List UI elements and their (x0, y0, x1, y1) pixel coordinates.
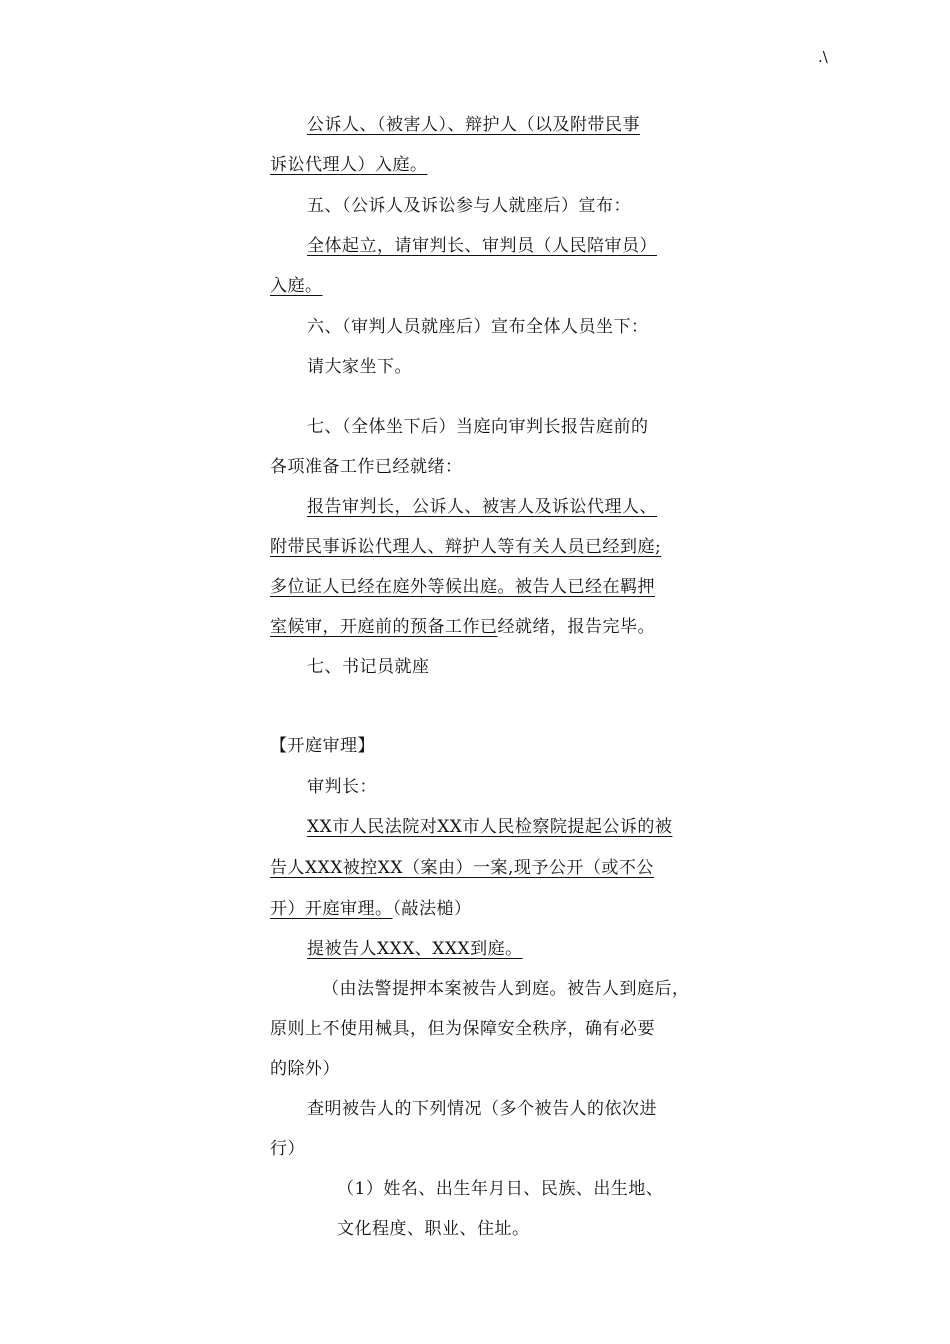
text-line (270, 456, 463, 478)
text-line (270, 275, 323, 297)
text-line (270, 898, 472, 920)
text-line (307, 235, 657, 257)
plain-text: 请大家坐下。 (307, 357, 412, 377)
underlined-text: 开）开庭审理。 (270, 899, 393, 919)
plain-text: （敲法槌） (392, 899, 472, 919)
text-line (307, 776, 377, 798)
plain-text: 文化程度、职业、住址。 (337, 1219, 530, 1239)
text-line (270, 616, 655, 638)
plain-text: 【开庭审理】 (270, 736, 375, 756)
underlined-text: 入庭。 (270, 276, 323, 296)
text-line (307, 816, 672, 838)
underlined-text: 诉讼代理人）入庭。 (270, 155, 428, 175)
plain-text: （由法警提押本案被告人到庭。被告人到庭后， (322, 979, 690, 999)
underlined-text: 附带民事诉讼代理人、辩护人等有关人员已经到庭; (270, 537, 662, 557)
text-line (307, 656, 430, 678)
plain-text: 经就绪，报告完毕。 (497, 617, 655, 637)
plain-text: 行） (270, 1139, 305, 1159)
plain-text: 查明被告人的下列情况（多个被告人的依次进 (307, 1099, 657, 1119)
text-line (270, 857, 654, 879)
plain-text: 原则上不使用械具，但为保障安全秩序，确有必要 (270, 1019, 655, 1039)
underlined-text: XX市人民法院对XX市人民检察院提起公诉的被 (307, 817, 673, 837)
plain-text: 七、（全体坐下后）当庭向审判长报告庭前的 (307, 417, 649, 437)
text-line (307, 195, 631, 217)
text-line (270, 1018, 655, 1040)
text-line (270, 1138, 305, 1160)
text-line (307, 114, 640, 136)
underlined-text: 告人XXX被控XX（案由）一案,现予公开（或不公 (270, 858, 654, 878)
plain-text: 的除外） (270, 1059, 340, 1079)
text-line (307, 416, 649, 438)
text-line (337, 1178, 663, 1200)
text-line (307, 1098, 657, 1120)
text-line (307, 496, 657, 518)
plain-text: （1）姓名、出生年月日、民族、出生地、 (337, 1179, 664, 1199)
text-line (307, 316, 649, 338)
underlined-text: 提被告人XXX、XXX到庭。 (307, 939, 523, 959)
text-line (270, 576, 655, 598)
text-line (307, 356, 412, 378)
section-heading (270, 735, 375, 757)
plain-text: 六、（审判人员就座后）宣布全体人员坐下： (307, 317, 649, 337)
underlined-text: 多位证人已经在庭外等候出庭。被告人已经在羁押 (270, 577, 655, 597)
text-line (307, 938, 523, 960)
underlined-text: 室候审，开庭前的预备工作已 (270, 617, 498, 637)
plain-text: 各项准备工作已经就绪： (270, 457, 463, 477)
plain-text: 审判长： (307, 777, 377, 797)
plain-text: 七、书记员就座 (307, 657, 430, 677)
underlined-text: 全体起立，请审判长、审判员（人民陪审员） (307, 236, 657, 256)
underlined-text: 报告审判长，公诉人、被害人及诉讼代理人、 (307, 497, 657, 517)
text-line (270, 154, 428, 176)
underlined-text: 公诉人、（被害人）、辩护人（以及附带民事 (307, 115, 640, 135)
text-line (322, 978, 690, 1000)
text-line (270, 536, 661, 558)
text-line (337, 1218, 530, 1240)
plain-text: 五、（公诉人及诉讼参与人就座后）宣布： (307, 196, 631, 216)
page-mark: .\ (818, 48, 828, 66)
text-line (270, 1058, 340, 1080)
